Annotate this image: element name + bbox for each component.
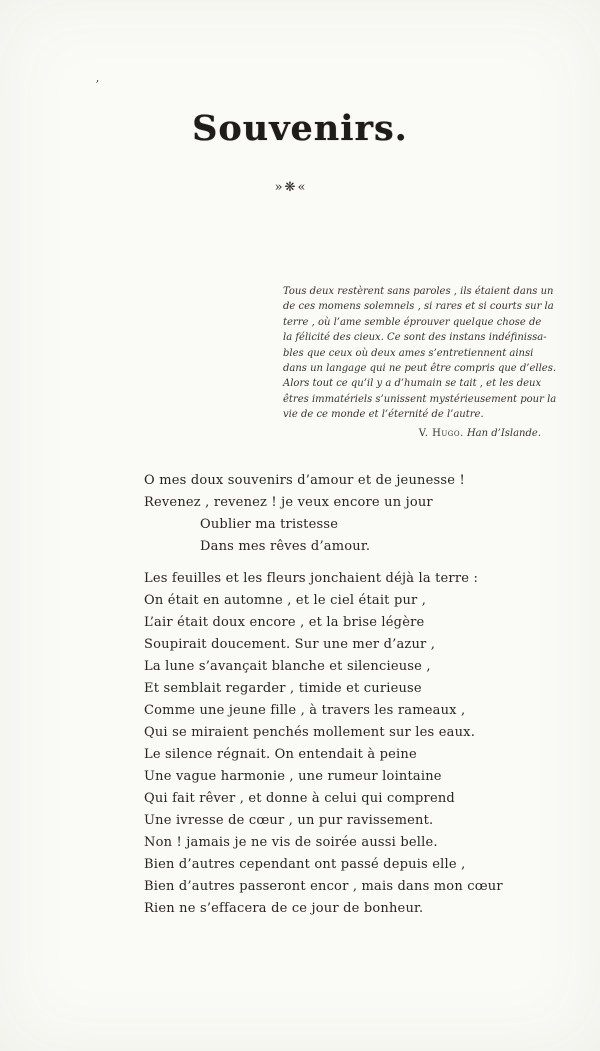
poem-line: Revenez , revenez ! je veux encore un jour — [144, 495, 433, 510]
poem-line: La lune s’avançait blanche et silencieuse , — [144, 659, 431, 674]
poem-line: Non ! jamais je ne vis de soirée aussi belle. — [144, 835, 438, 850]
poem-line: Les feuilles et les fleurs jonchaient déjà la terre : — [144, 571, 479, 586]
poem-line: Rien ne s’effacera de ce jour de bonheur. — [144, 901, 424, 916]
poem — [144, 470, 503, 930]
poem-line: Qui fait rêver , et donne à celui qui comprend — [144, 791, 455, 806]
epigraph — [283, 284, 557, 441]
poem-line: On était en automne , et le ciel était pur , — [144, 593, 427, 608]
epigraph-line: êtres immatériels s’unissent mystérieusement pour la — [283, 393, 557, 405]
stanza-1 — [144, 470, 503, 558]
epigraph-line: dans un langage qui ne peut être compris que d’elles. — [283, 363, 557, 375]
fleuron-ornament-icon: »❋« — [274, 180, 308, 195]
poem-line: Oublier ma tristesse — [200, 517, 339, 532]
poem-line: Soupirait doucement. Sur une mer d’azur , — [144, 637, 436, 652]
stanza-2 — [144, 568, 503, 920]
poem-line: Une ivresse de cœur , un pur ravissement. — [144, 813, 434, 828]
epigraph-line: vie de ce monde et l’éternité de l’autre. — [283, 409, 484, 421]
epigraph-work: Han d’Islande. — [466, 427, 541, 439]
poem-line: Et semblait regarder , timide et curieuse — [144, 681, 422, 696]
poem-line: Comme une jeune fille , à travers les rameaux , — [144, 703, 466, 718]
scan-artifact-mark: ʼ — [95, 78, 99, 92]
poem-line: Le silence régnait. On entendait à peine — [144, 747, 417, 762]
epigraph-line: bles que ceux où deux ames s’entretiennent ainsi — [283, 347, 534, 359]
epigraph-line: de ces momens solemnels , si rares et si courts sur la — [283, 301, 554, 313]
poem-line: Bien d’autres cependant ont passé depuis elle , — [144, 857, 466, 872]
poem-line: Qui se miraient penchés mollement sur les eaux. — [144, 725, 476, 740]
epigraph-line: terre , où l’ame semble éprouver quelque chose de — [283, 316, 542, 328]
poem-line: L’air était doux encore , et la brise légère — [144, 615, 425, 630]
epigraph-line: Tous deux restèrent sans paroles , ils étaient dans un — [283, 286, 554, 297]
poem-line: Une vague harmonie , une rumeur lointaine — [144, 769, 442, 784]
epigraph-line: la félicité des cieux. Ce sont des instans indéfinissa- — [283, 332, 547, 344]
poem-line: O mes doux souvenirs d’amour et de jeunesse ! — [144, 473, 465, 488]
epigraph-line: Alors tout ce qu’il y a d’humain se tait , et les deux — [283, 378, 542, 390]
epigraph-author: V. Hugo. — [418, 427, 464, 439]
poem-line: Bien d’autres passeront encor , mais dans mon cœur — [144, 879, 503, 894]
page-title: Souvenirs. — [192, 108, 408, 149]
poem-line: Dans mes rêves d’amour. — [200, 539, 371, 554]
epigraph-attribution — [283, 426, 541, 441]
